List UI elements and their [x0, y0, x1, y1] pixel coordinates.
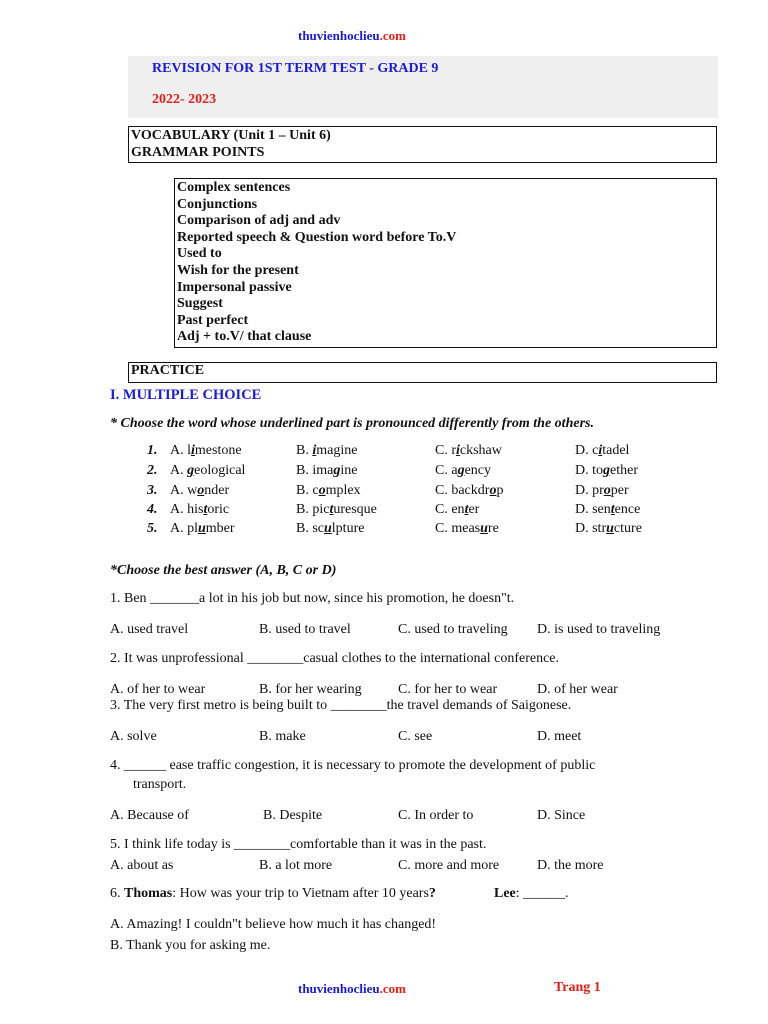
grammar-point: Comparison of adj and adv — [177, 213, 341, 229]
answer-option[interactable]: A. limestone — [170, 443, 242, 458]
grammar-point: Wish for the present — [177, 262, 299, 278]
answer-option[interactable]: B. a lot more — [259, 858, 333, 873]
answer-option[interactable]: C. used to traveling — [398, 622, 508, 637]
instruction-best-answer: *Choose the best answer (A, B, C or D) — [110, 563, 337, 578]
question-number: 2. — [147, 463, 158, 478]
underlined-part: g — [333, 463, 341, 478]
page-title: REVISION FOR 1ST TERM TEST - GRADE 9 — [152, 61, 439, 76]
underlined-part: i — [598, 443, 603, 458]
question-number: 5. — [147, 521, 158, 536]
answer-option[interactable]: D. proper — [575, 483, 629, 498]
answer-option[interactable]: B. Thank you for asking me. — [110, 938, 271, 953]
grammar-point: Conjunctions — [177, 196, 258, 212]
underlined-part: g — [457, 463, 465, 478]
question-6-lee: Lee: ______. — [494, 886, 569, 901]
site-footer: thuvienhoclieu.com — [298, 981, 406, 996]
answer-option[interactable]: D. of her wear — [537, 682, 618, 697]
answer-option[interactable]: B. Despite — [263, 808, 323, 823]
year-bar — [128, 86, 718, 118]
answer-option[interactable]: C. see — [398, 729, 433, 744]
grammar-point: Suggest — [177, 296, 223, 312]
site-header: thuvienhoclieu.com — [298, 28, 406, 43]
grammar-point: Used to — [177, 246, 222, 262]
answer-option[interactable]: B. used to travel — [259, 622, 351, 637]
answer-option[interactable]: A. about as — [110, 858, 174, 873]
answer-option[interactable]: A. used travel — [110, 622, 189, 637]
answer-option[interactable]: C. backdrop — [435, 483, 504, 498]
answer-option[interactable]: B. picturesque — [296, 502, 377, 517]
speaker-thomas: Thomas — [124, 886, 173, 901]
underlined-part: i — [456, 443, 460, 458]
underlined-part: t — [464, 502, 469, 517]
pronunciation-row — [0, 443, 768, 463]
answer-option[interactable]: C. In order to — [398, 808, 474, 823]
answer-option[interactable]: C. more and more — [398, 858, 500, 873]
underlined-part: g — [603, 463, 610, 478]
answer-option[interactable]: D. sentence — [575, 502, 641, 517]
school-year: 2022- 2023 — [152, 92, 217, 107]
question-number: 4. — [147, 502, 158, 517]
question-4: 4. ______ ease traffic congestion, it is necessary to promote the development of public — [110, 758, 596, 773]
underlined-part: t — [203, 502, 208, 517]
answer-option[interactable]: C. rickshaw — [435, 443, 502, 458]
answer-option[interactable]: B. for her wearing — [259, 682, 362, 697]
instruction-pronunciation: * Choose the word whose underlined part is pronounced differently from the others. — [110, 416, 594, 431]
answer-option[interactable]: A. historic — [170, 502, 230, 517]
pronunciation-row — [0, 483, 768, 503]
practice-heading: PRACTICE — [131, 363, 205, 378]
underlined-part: i — [191, 443, 195, 458]
underlined-part: u — [198, 521, 206, 536]
answer-option[interactable]: C. measure — [435, 521, 499, 536]
question-2: 2. It was unprofessional ________casual clothes to the international conference. — [110, 651, 560, 666]
question-4-continued: transport. — [133, 777, 187, 792]
underlined-part: o — [603, 483, 611, 498]
question-1: 1. Ben _______a lot in his job but now, since his promotion, he doesn"t. — [110, 591, 515, 606]
vocabulary-box — [128, 126, 717, 163]
grammar-point: Impersonal passive — [177, 279, 292, 295]
grammar-heading: GRAMMAR POINTS — [131, 144, 265, 160]
underlined-part: o — [318, 483, 326, 498]
underlined-part: t — [610, 502, 615, 517]
answer-option[interactable]: C. for her to wear — [398, 682, 498, 697]
answer-option[interactable]: B. complex — [296, 483, 361, 498]
answer-option[interactable]: A. plumber — [170, 521, 235, 536]
speaker-lee: Lee — [494, 886, 516, 901]
answer-option[interactable]: B. sculpture — [296, 521, 365, 536]
section-heading: I. MULTIPLE CHOICE — [110, 387, 262, 403]
question-5: 5. I think life today is ________comfortable than it was in the past. — [110, 837, 487, 852]
underlined-part: u — [480, 521, 488, 536]
answer-option[interactable]: B. imagine — [296, 463, 358, 478]
pronunciation-row — [0, 502, 768, 522]
answer-option[interactable]: D. Since — [537, 808, 586, 823]
vocabulary-heading: VOCABULARY (Unit 1 – Unit 6) — [131, 128, 331, 143]
grammar-point: Past perfect — [177, 312, 249, 328]
grammar-point: Adj + to.V/ that clause — [177, 329, 312, 345]
answer-option[interactable]: D. meet — [537, 729, 582, 744]
answer-option[interactable]: D. citadel — [575, 443, 630, 458]
answer-option[interactable]: C. agency — [435, 463, 491, 478]
underlined-part: u — [606, 521, 614, 536]
question-6: 6. Thomas: How was your trip to Vietnam after 10 years? — [110, 886, 436, 901]
answer-option[interactable]: A. geological — [170, 463, 246, 478]
practice-box — [128, 362, 717, 383]
underlined-part: u — [324, 521, 332, 536]
grammar-point: Complex sentences — [177, 180, 291, 195]
answer-option[interactable]: D. together — [575, 463, 638, 478]
question-number: 3. — [147, 483, 158, 498]
page-number: Trang 1 — [554, 980, 601, 995]
pronunciation-row — [0, 521, 768, 541]
answer-option[interactable]: A. solve — [110, 729, 157, 744]
answer-option[interactable]: B. make — [259, 729, 306, 744]
grammar-point: Reported speech & Question word before To.V — [177, 229, 457, 245]
answer-option[interactable]: D. is used to traveling — [537, 622, 661, 637]
underlined-part: i — [312, 443, 317, 458]
answer-option[interactable]: A. of her to wear — [110, 682, 206, 697]
grammar-points-box — [174, 178, 717, 348]
answer-option[interactable]: D. structure — [575, 521, 642, 536]
underlined-part: o — [197, 483, 205, 498]
question-number: 1. — [147, 443, 158, 458]
answer-option[interactable]: B. imagine — [296, 443, 358, 458]
answer-option[interactable]: A. Amazing! I couldn"t believe how much it has changed! — [110, 917, 437, 932]
underlined-part: g — [187, 463, 195, 478]
answer-option[interactable]: D. the more — [537, 858, 604, 873]
question-3: 3. The very first metro is being built to ________the travel demands of Saigonese. — [110, 698, 572, 713]
underlined-part: o — [489, 483, 497, 498]
underlined-part: t — [329, 502, 334, 517]
answer-option[interactable]: A. Because of — [110, 808, 189, 823]
pronunciation-row — [0, 463, 768, 483]
answer-option[interactable]: C. enter — [435, 502, 480, 517]
answer-option[interactable]: A. wonder — [170, 483, 230, 498]
